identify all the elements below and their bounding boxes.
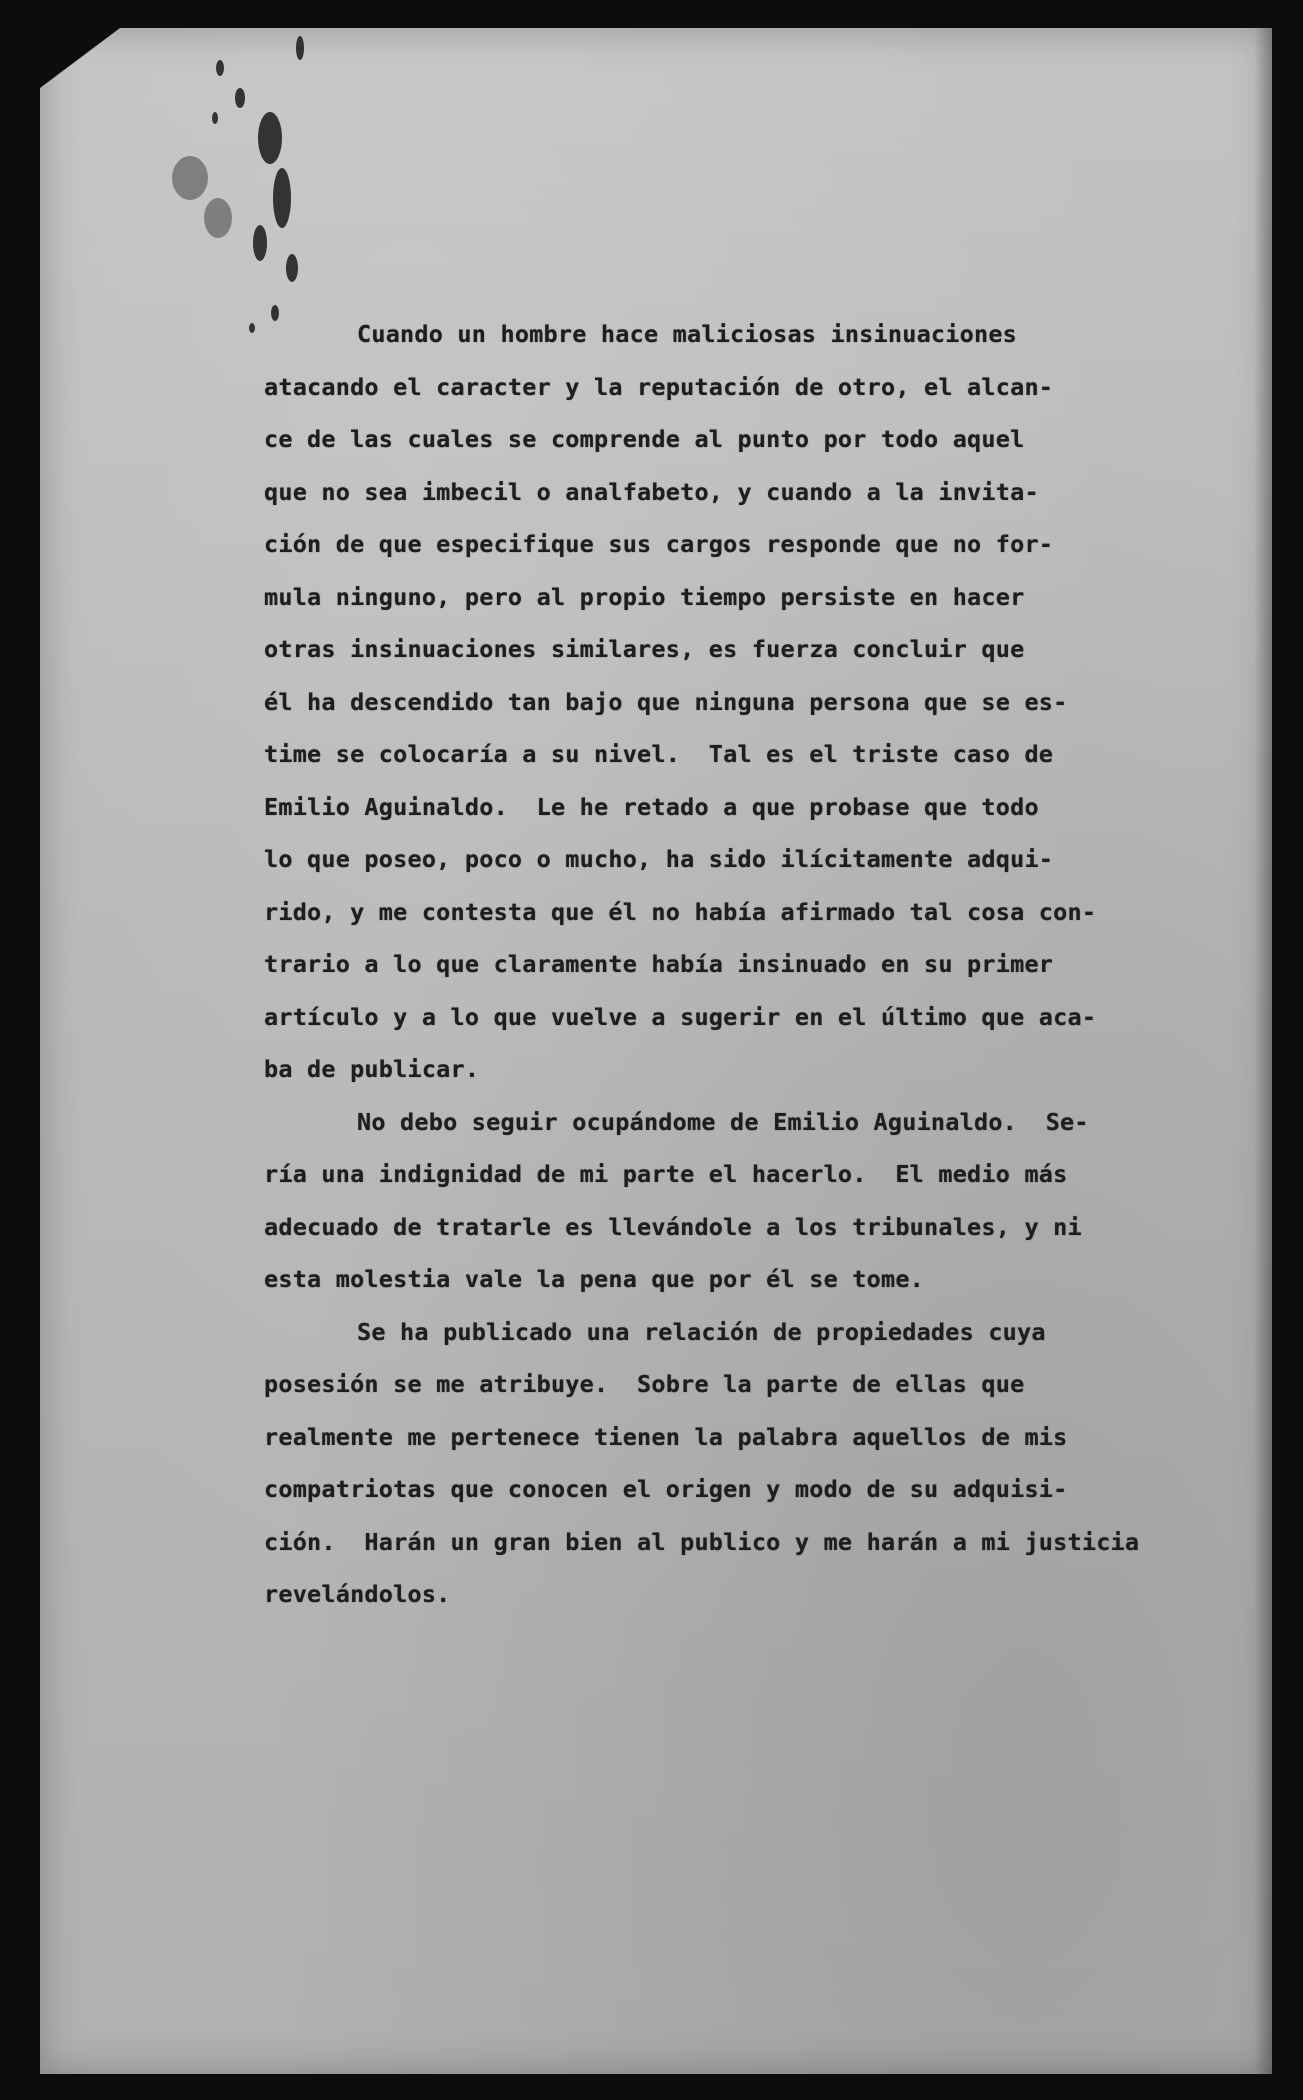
text-line: ba de publicar. [264,1055,480,1083]
text-line: realmente me pertenece tienen la palabra aquellos de mis [264,1422,1068,1451]
text-line: atacando el caracter y la reputación de otro, el alcan- [264,372,1054,401]
letter-body [264,308,1224,1621]
text-line: Cuando un hombre hace maliciosas insinuaciones [357,320,1018,348]
text-line: revelándolos. [264,1580,451,1608]
paragraph-2 [264,1096,1224,1306]
text-line: posesión se me atribuye. Sobre la parte de ellas que [264,1370,1025,1398]
text-line: artículo y a lo que vuelve a sugerir en el último que aca- [264,1002,1097,1031]
typewritten-page [40,28,1272,2074]
text-line: que no sea imbecil o analfabeto, y cuando a la invita- [264,477,1039,506]
text-line: ción de que especifique sus cargos responde que no for- [264,530,1054,558]
text-line: ría una indignidad de mi parte el hacerlo. El medio más [264,1160,1068,1188]
text-line: mula ninguno, pero al propio tiempo persiste en hacer [264,582,1025,611]
text-line: Se ha publicado una relación de propiedades cuya [357,1317,1046,1346]
text-line: Emilio Aguinaldo. Le he retado a que probase que todo [264,792,1039,821]
text-line: No debo seguir ocupándome de Emilio Aguinaldo. Se- [357,1107,1089,1136]
page-edge-shadow [1254,28,1272,2074]
text-line: esta molestia vale la pena que por él se tome. [264,1265,925,1293]
text-line: ce de las cuales se comprende al punto por todo aquel [264,425,1025,453]
paragraph-3 [264,1306,1224,1621]
text-line: rido, y me contesta que él no había afirmado tal cosa con- [264,897,1097,926]
text-line: ción. Harán un gran bien al publico y me harán a mi justicia [264,1527,1140,1556]
folded-corner [40,28,120,88]
text-line: time se colocaría a su nivel. Tal es el triste caso de [264,740,1054,768]
text-line: compatriotas que conocen el origen y modo de su adquisi- [264,1475,1068,1503]
text-line: trario a lo que claramente había insinuado en su primer [264,950,1054,978]
text-line: él ha descendido tan bajo que ninguna persona que se es- [264,687,1068,716]
text-line: adecuado de tratarle es llevándole a los tribunales, y ni [264,1212,1082,1241]
text-line: lo que poseo, poco o mucho, ha sido ilícitamente adqui- [264,845,1054,873]
paragraph-1 [264,308,1224,1096]
text-line: otras insinuaciones similares, es fuerza concluir que [264,635,1025,663]
